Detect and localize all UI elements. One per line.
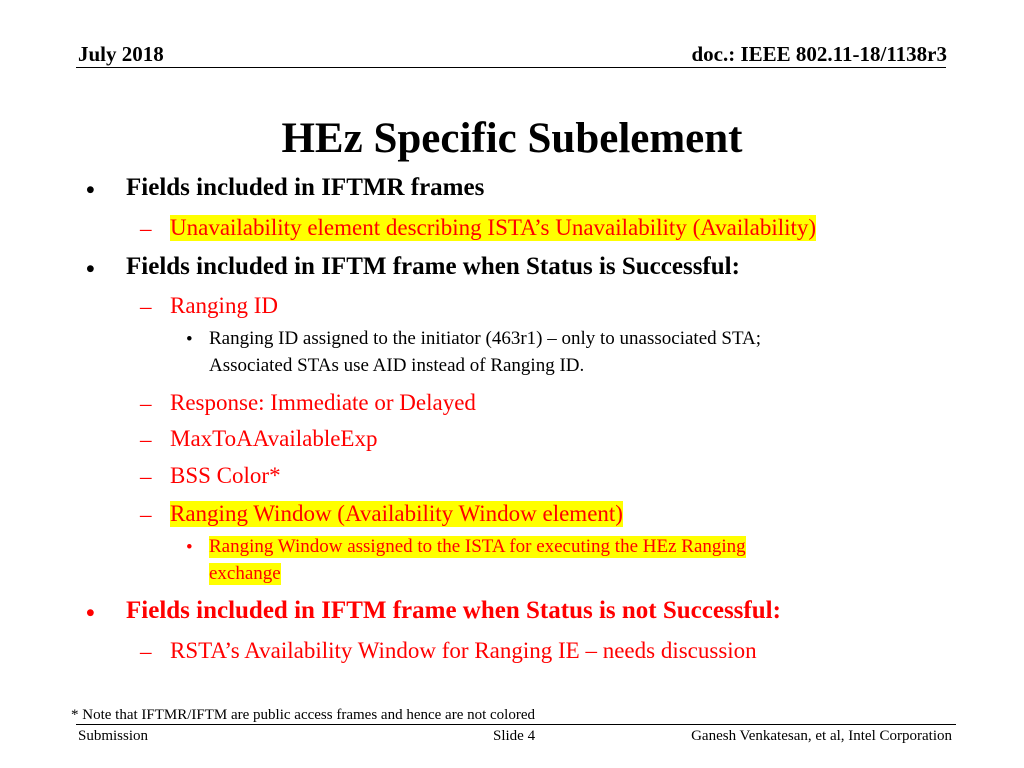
header-divider xyxy=(76,67,946,68)
bullet-marker: • xyxy=(186,329,193,350)
slide-title: HEz Specific Subelement xyxy=(281,115,743,162)
footer-authors: Ganesh Venkatesan, et al, Intel Corporation xyxy=(691,728,952,744)
bullet-2-sub-1-text: Ranging ID xyxy=(170,293,278,318)
footer-submission: Submission xyxy=(78,728,149,744)
dash-marker: – xyxy=(140,502,152,527)
bullet-1-text: Fields included in IFTMR frames xyxy=(126,174,485,201)
footnote: * Note that IFTMR/IFTM are public access frames and hence are not colored xyxy=(71,707,536,723)
footer-divider xyxy=(76,724,956,725)
header-date: July 2018 xyxy=(78,42,164,66)
dash-marker: – xyxy=(140,216,152,241)
bullet-marker: • xyxy=(186,537,193,558)
bullet-2-text: Fields included in IFTM frame when Status is Successful: xyxy=(126,253,740,280)
bullet-marker: • xyxy=(86,600,95,627)
bullet-2-sub-1-detail-line-2: Associated STAs use AID instead of Ranging ID. xyxy=(209,355,585,376)
bullet-marker: • xyxy=(86,177,95,204)
bullet-marker: • xyxy=(86,256,95,283)
bullet-2-sub-3-text: MaxToAAvailableExp xyxy=(170,426,378,451)
bullet-2-sub-5-text: Ranging Window (Availability Window element) xyxy=(170,501,623,526)
bullet-2-sub-4-text: BSS Color* xyxy=(170,463,281,488)
dash-marker: – xyxy=(140,427,152,452)
dash-marker: – xyxy=(140,464,152,489)
bullet-2-sub-5-detail-line-1: Ranging Window assigned to the ISTA for executing the HEz Ranging xyxy=(209,536,746,557)
bullet-2-sub-2-text: Response: Immediate or Delayed xyxy=(170,390,476,415)
footer-slide-number: Slide 4 xyxy=(493,728,536,744)
dash-marker: – xyxy=(140,639,152,664)
dash-marker: – xyxy=(140,391,152,416)
bullet-3-text: Fields included in IFTM frame when Status is not Successful: xyxy=(126,597,781,624)
dash-marker: – xyxy=(140,294,152,319)
bullet-2-sub-1-detail-line-1: Ranging ID assigned to the initiator (463r1) – only to unassociated STA; xyxy=(209,328,762,349)
bullet-1-sub-1-text: Unavailability element describing ISTA’s Unavailability (Availability) xyxy=(170,215,817,240)
header-doc-number: doc.: IEEE 802.11-18/1138r3 xyxy=(691,42,947,66)
bullet-3-sub-1-text: RSTA’s Availability Window for Ranging IE – needs discussion xyxy=(170,638,757,663)
bullet-2-sub-5-detail-line-2: exchange xyxy=(209,563,281,584)
